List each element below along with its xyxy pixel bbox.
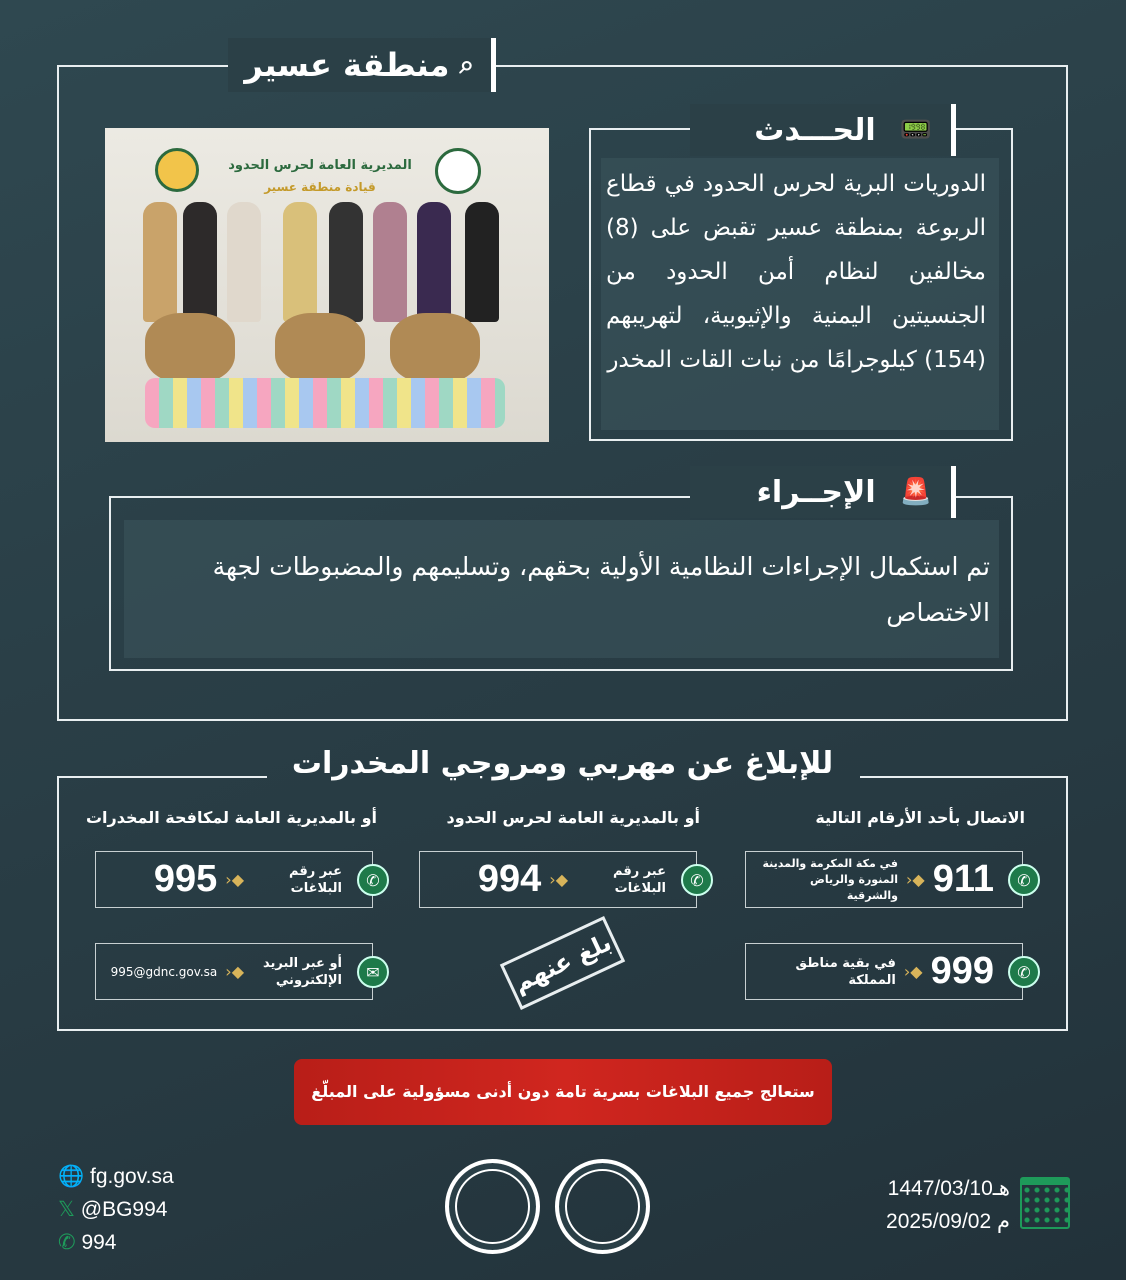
x-handle: @BG994 xyxy=(80,1198,168,1221)
hotline-999[interactable]: 999 ◆‹ في بقية مناطق المملكة xyxy=(745,943,1023,1000)
phone-icon: ✆ xyxy=(357,864,389,896)
event-title: الحـــدث xyxy=(754,112,876,148)
border-guard-emblem xyxy=(445,1159,540,1254)
email-label: أو عبر البريد الإلكتروني xyxy=(263,955,342,988)
col2-header: أو بالمديرية العامة لحرس الحدود xyxy=(446,808,700,827)
magnifier-icon: ⌕ xyxy=(459,49,474,80)
phone-icon: ✆ xyxy=(1008,956,1040,988)
action-title: الإجــراء xyxy=(756,474,876,510)
number-995: 995 xyxy=(153,858,218,900)
phone-icon: ✆ xyxy=(58,1231,76,1254)
footer-phone: 994 xyxy=(81,1231,117,1254)
hotline-995[interactable]: عبر رقم البلاغات ◆‹ 995 xyxy=(95,851,373,908)
report-stamp: بلغ عنهم xyxy=(500,916,625,1010)
label-995: عبر رقم البلاغات xyxy=(289,863,342,896)
event-title-tab xyxy=(690,104,956,156)
event-text: الدوريات البرية لحرس الحدود في قطاع الربوعة بمنطقة عسير تقبض على (8) مخالفين لنظام أمن الحدود من الجنسيتين اليمنية والإثيوبية، لتهريبهم (154) كيلوجرامًا من نبات القات المخدر xyxy=(606,171,986,373)
hijri-date: 1447/03/10هـ xyxy=(887,1177,1010,1200)
region-title-tab xyxy=(228,38,496,92)
border-guard-logo xyxy=(155,148,199,192)
action-text: تم استكمال الإجراءات النظامية الأولية بحقهم، وتسليمهم والمضبوطات لجهة الاختصاص xyxy=(212,552,990,627)
number-911: 911 xyxy=(932,858,994,900)
website-link[interactable] xyxy=(58,1160,174,1193)
hotline-911[interactable]: 911 ◆‹ في مكة المكرمة والمدينة المنورة والرياض والشرقية xyxy=(745,851,1023,908)
calendar-icon xyxy=(1020,1177,1070,1229)
alarm-icon: 🚨 xyxy=(899,477,932,507)
title-bar xyxy=(491,38,496,92)
radio-icon: 📟 xyxy=(899,115,932,145)
region-title: منطقة عسير xyxy=(244,46,450,84)
phone-icon: ✆ xyxy=(1008,864,1040,896)
phone-icon: ✆ xyxy=(681,864,713,896)
contact-list xyxy=(58,1160,174,1259)
ministry-logo xyxy=(435,148,481,194)
col1-header: الاتصال بأحد الأرقام التالية xyxy=(815,808,1025,827)
x-link[interactable] xyxy=(58,1193,174,1226)
hotline-994[interactable]: عبر رقم البلاغات ◆‹ 994 xyxy=(419,851,697,908)
globe-icon: 🌐 xyxy=(58,1165,85,1188)
photo-org: المديرية العامة لحرس الحدود xyxy=(228,158,412,173)
report-title: للإبلاغ عن مهربي ومروجي المخدرات xyxy=(291,746,834,781)
email-address[interactable]: 995@gdnc.gov.sa xyxy=(110,964,218,979)
label-994: عبر رقم البلاغات xyxy=(613,863,666,896)
photo-command: قيادة منطقة عسير xyxy=(264,180,376,194)
number-999: 999 xyxy=(930,950,994,992)
x-icon: 𝕏 xyxy=(58,1198,75,1221)
desc-999: في بقية مناطق المملكة xyxy=(795,955,896,988)
ministry-emblem xyxy=(555,1159,650,1254)
email-box[interactable]: أو عبر البريد الإلكتروني ◆‹ 995@gdnc.gov.sa xyxy=(95,943,373,1000)
action-title-tab xyxy=(690,466,956,518)
email-icon: ✉ xyxy=(357,956,389,988)
website: fg.gov.sa xyxy=(90,1165,174,1188)
phone-link[interactable] xyxy=(58,1226,174,1259)
col3-header: أو بالمديرية العامة لمكافحة المخدرات xyxy=(85,808,377,827)
date-block xyxy=(840,1172,1010,1238)
desc-911: في مكة المكرمة والمدينة المنورة والرياض والشرقية xyxy=(762,856,898,902)
gregorian-date: 2025/09/02 م xyxy=(886,1210,1010,1233)
seizure-photo xyxy=(105,128,549,442)
number-994: 994 xyxy=(477,858,542,900)
confidentiality-notice: ستعالج جميع البلاغات بسرية تامة دون أدنى مسؤولية على المبلّغ xyxy=(294,1059,832,1125)
